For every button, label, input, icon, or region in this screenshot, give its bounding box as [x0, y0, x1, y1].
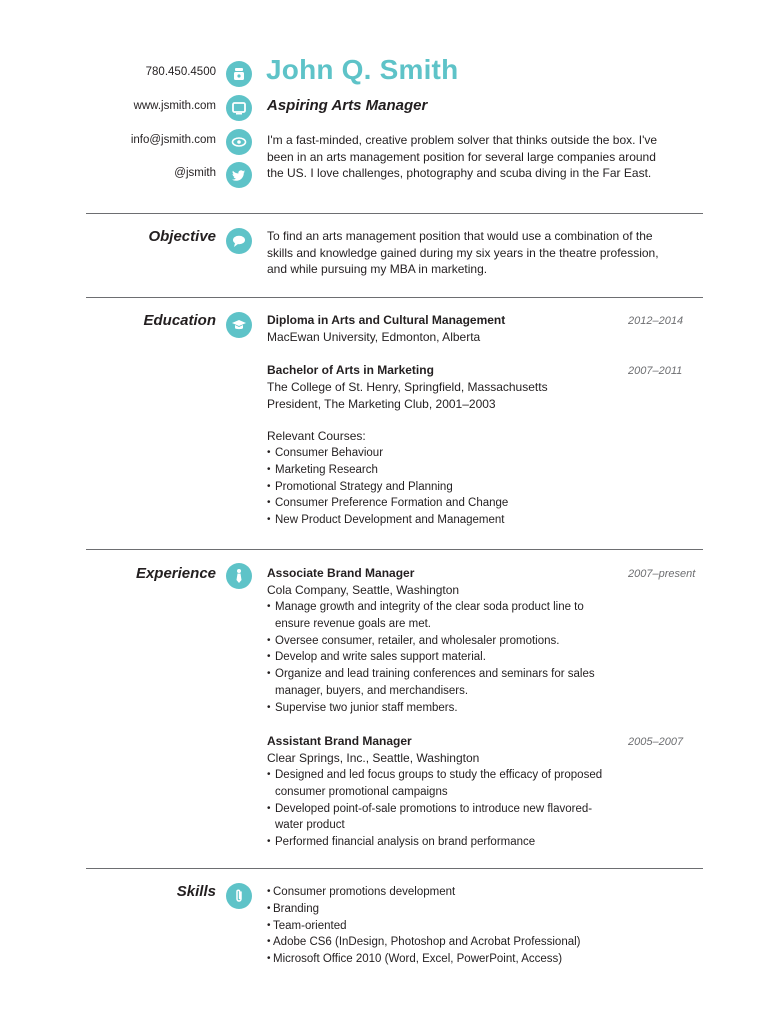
section-divider [86, 868, 703, 869]
education-dates: 2007–2011 [628, 365, 683, 377]
list-item: • New Product Development and Management [267, 512, 627, 529]
list-item: • Develop and write sales support material. [267, 649, 612, 666]
education-degree: Bachelor of Arts in Marketing [267, 363, 434, 377]
objective-text: To find an arts management position that would use a combination of the skills and knowledge gained during my six years in the theatre profession, and while pursuing my MBA in marketing. [267, 229, 659, 276]
paperclip-icon [226, 883, 252, 909]
job-role: Associate Brand Manager [267, 566, 415, 580]
list-item: • Microsoft Office 2010 (Word, Excel, PowerPoint, Access) [267, 951, 667, 968]
list-item: • Marketing Research [267, 462, 627, 479]
contact-twitter[interactable]: @jsmith [174, 167, 216, 179]
list-item: • Consumer Preference Formation and Change [267, 495, 627, 512]
person-name: John Q. Smith [266, 54, 459, 85]
job-role: Assistant Brand Manager [267, 734, 412, 748]
job-duties-list [267, 767, 617, 851]
graduation-cap-icon [226, 312, 252, 338]
section-title-skills: Skills [176, 883, 216, 900]
list-item: • Consumer promotions development [267, 884, 667, 901]
job-dates: 2005–2007 [628, 736, 684, 748]
courses-label: Relevant Courses: [267, 429, 366, 443]
contact-website[interactable]: www.jsmith.com [133, 100, 216, 112]
list-item: • Developed point-of-sale promotions to introduce new flavored-water product [267, 801, 617, 835]
education-school: The College of St. Henry, Springfield, Massachusetts [267, 380, 548, 394]
contact-phone: 780.450.4500 [145, 66, 216, 78]
education-school: MacEwan University, Edmonton, Alberta [267, 330, 481, 344]
email-icon [226, 129, 252, 155]
job-company: Clear Springs, Inc., Seattle, Washington [267, 751, 480, 765]
list-item: • Consumer Behaviour [267, 445, 627, 462]
list-item: • Performed financial analysis on brand performance [267, 834, 617, 851]
list-item: • Adobe CS6 (InDesign, Photoshop and Acrobat Professional) [267, 934, 667, 951]
section-divider [86, 549, 703, 550]
speech-bubble-icon [226, 228, 252, 254]
phone-icon [226, 61, 252, 87]
list-item: • Oversee consumer, retailer, and wholesaler promotions. [267, 633, 612, 650]
section-title-objective: Objective [148, 228, 216, 245]
tie-icon [226, 563, 252, 589]
list-item: • Designed and led focus groups to study the efficacy of proposed consumer promotional campaigns [267, 767, 617, 801]
education-dates: 2012–2014 [628, 315, 684, 327]
list-item: • Supervise two junior staff members. [267, 700, 612, 717]
skills-list [267, 884, 667, 968]
education-extra: President, The Marketing Club, 2001–2003 [267, 397, 496, 411]
section-title-education: Education [143, 312, 216, 329]
job-tagline: Aspiring Arts Manager [267, 97, 428, 114]
education-degree: Diploma in Arts and Cultural Management [267, 313, 506, 327]
twitter-icon [226, 162, 252, 188]
list-item: • Organize and lead training conferences and seminars for sales manager, buyers, and merchandisers. [267, 666, 612, 700]
summary-text: I'm a fast-minded, creative problem solver that thinks outside the box. I've been in an arts management position for several large companies around the US. I love challenges, photography and scuba diving in the Far East. [267, 133, 658, 180]
section-divider [86, 297, 703, 298]
list-item: • Branding [267, 901, 667, 918]
contact-email[interactable]: info@jsmith.com [130, 134, 216, 146]
list-item: • Promotional Strategy and Planning [267, 479, 627, 496]
section-title-experience: Experience [135, 565, 216, 582]
list-item: • Team-oriented [267, 918, 667, 935]
monitor-icon [226, 95, 252, 121]
courses-list [267, 445, 627, 529]
section-divider [86, 213, 703, 214]
job-duties-list [267, 599, 612, 717]
job-dates: 2007–present [628, 568, 696, 580]
list-item: • Manage growth and integrity of the clear soda product line to ensure revenue goals are met. [267, 599, 612, 633]
job-company: Cola Company, Seattle, Washington [267, 583, 460, 597]
